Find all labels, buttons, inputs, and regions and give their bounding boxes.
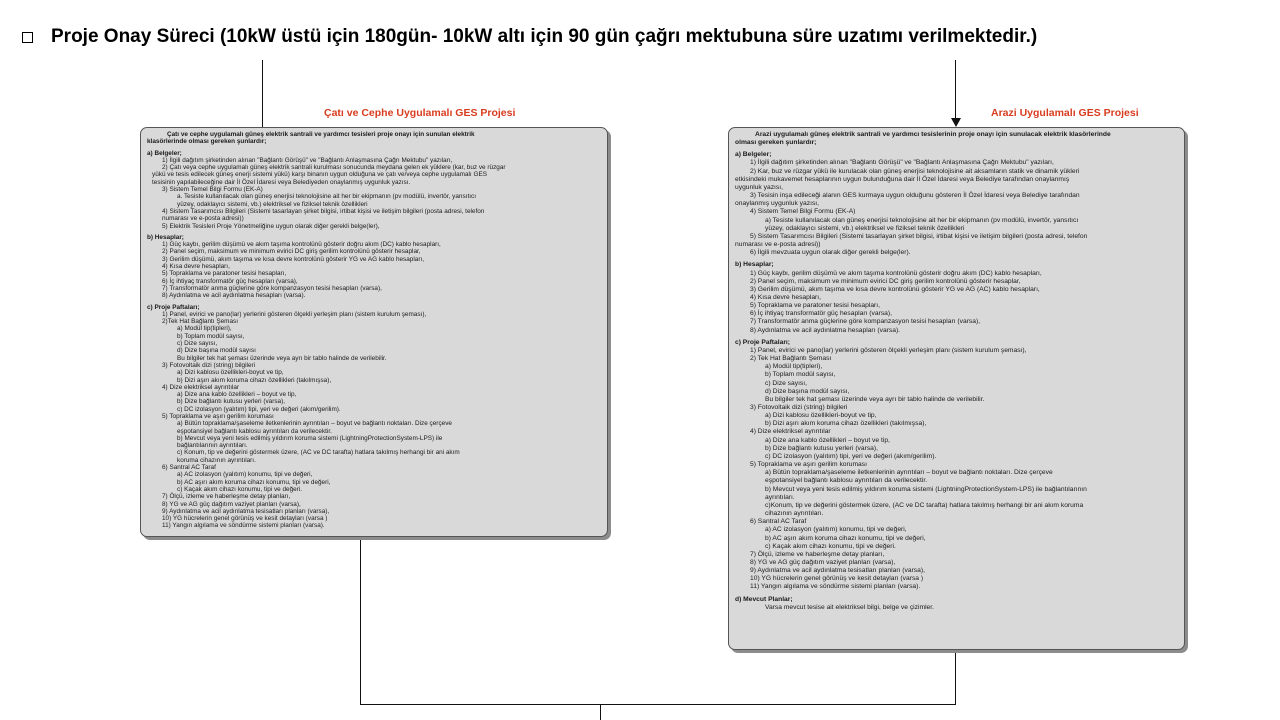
requirement-line: 10) YG hücrelerin genel görünüş ve kesit detayları (varsa ) xyxy=(162,515,328,523)
requirement-line: a. Tesiste kullanılacak olan güneş enerjisi teknolojisine ait her bir ekipmanın (pv modülü, invertör, yansıtıcı xyxy=(177,193,476,201)
requirement-line: 3) Tesisin inşa edileceği alanın GES kurmaya uygun olduğunu gösteren İl Özel İdaresi veya Belediye tarafından xyxy=(750,192,1080,200)
requirement-line: 1) İlgili dağıtım şirketinden alınan "Bağlantı Görüşü" ve "Bağlantı Anlaşmasına Çağrı Mektubu" yazıları, xyxy=(162,156,453,164)
requirement-line: eşpotansiyel bağlantı kablosu ayrıntıları da verilecektir. xyxy=(177,427,332,435)
requirement-line: eşpotansiyel bağlantı kablosu ayrıntıları da verilecektir. xyxy=(765,477,928,485)
requirement-line: 8) Aydınlatma ve acil aydınlatma hesapları (varsa). xyxy=(750,326,901,334)
requirement-line: ayrıntıları. xyxy=(765,493,795,501)
requirement-line: b) Mevcut veya yeni tesis edilmiş yıldırım koruma sistemi (LightningProtectionSystem-LPS) ile xyxy=(177,434,443,442)
requirement-line: a) Modül tip(tipleri), xyxy=(177,325,232,333)
requirement-line: b) Mevcut veya yeni tesis edilmiş yıldırım koruma sistemi (LightningProtectionSystem-LPS) ile bağlantılarının xyxy=(765,485,1087,493)
requirement-line: Bu bilgiler tek hat şeması üzerinde veya ayrı bir tablo halinde de verilebilir. xyxy=(765,395,985,403)
requirement-line: 4) Sistem Tasarımcısı Bilgileri (Sistemi tasarlayan şirket bilgisi, irtibat kişisi ve iletişim bilgileri (posta adresi, telefon xyxy=(162,207,485,215)
requirement-line: yükü ve tesis edilecek güneş enerji sistemi yükü) karşı binanın uygun olduğuna ve çatı ve/veya cephe uygulamalı GES xyxy=(152,171,487,179)
requirement-line: b) AC aşırı akım koruma cihazı konumu, tipi ve değeri, xyxy=(177,478,331,486)
requirement-line: 6) İç ihtiyaç transformatör güç hesapları (varsa), xyxy=(162,277,298,285)
requirement-line: 6) İlgili mevzuata uygun olarak diğer gerekli belge(ler). xyxy=(750,249,911,257)
requirement-line: 6) İç ihtiyaç transformatör güç hesapları (varsa), xyxy=(750,310,892,318)
requirement-line: 5) Topraklama ve paratoner tesisi hesapları, xyxy=(750,302,880,310)
right-panel-title: Arazi Uygulamalı GES Projesi xyxy=(991,107,1139,119)
section-heading: c) Proje Paftaları; xyxy=(735,338,791,346)
requirement-line: a) Modül tip(tipleri), xyxy=(765,363,823,371)
requirement-line: d) Dize başına modül sayısı xyxy=(177,347,256,355)
requirement-line: 1) İlgili dağıtım şirketinden alınan "Bağlantı Görüşü" ve "Bağlantı Anlaşmasına Çağrı Mektubu" yazıları, xyxy=(750,159,1054,167)
requirement-line: Varsa mevcut tesise ait elektriksel bilgi, belge ve çizimler. xyxy=(765,603,934,611)
requirement-line: 9) Aydınlatma ve acil aydınlatma tesisatları planları (varsa), xyxy=(750,567,925,575)
section-heading: a) Belgeler; xyxy=(147,149,182,157)
requirement-line: 8) YG ve AG güç dağıtım vaziyet planları (varsa), xyxy=(162,500,301,508)
requirement-line: 3) Sistem Temel Bilgi Formu (EK-A) xyxy=(162,186,263,194)
requirement-line: 3) Fotovoltaik dizi (string) bilgileri xyxy=(162,361,256,369)
requirement-line: cihazının ayrıntıları. xyxy=(765,510,824,518)
section-heading: d) Mevcut Planlar; xyxy=(735,595,793,603)
requirement-line: 1) Güç kaybı, gerilim düşümü ve akım taşıma kontrolünü gösterir doğru akım (DC) kablo hesapları, xyxy=(162,241,441,249)
requirement-line: uygunluk yazısı, xyxy=(735,183,783,191)
requirement-line: 7) Transformatör anma güçlerine göre kompanzasyon tesisi hesapları (varsa), xyxy=(750,318,981,326)
requirement-line: c) Kaçak akım cihazı konumu, tipi ve değeri. xyxy=(765,542,896,550)
requirement-line: 3) Gerilim düşümü, akım taşıma ve kısa devre kontrolünü gösterir YG ve AG kablo hesapları, xyxy=(162,255,425,263)
requirement-line: koruma cihazının ayrıntıları. xyxy=(177,456,256,464)
bottom-join-line xyxy=(360,704,956,705)
requirement-line: 11) Yangın algılama ve söndürme sistemi planları (varsa). xyxy=(162,522,325,530)
intro-text: Çatı ve cephe uygulamalı güneş elektrik santrali ve yardımcı tesisleri proje onayı için sunulan elektrik xyxy=(167,131,475,138)
requirement-line: 7) Ölçü, izleme ve haberleşme detay planları, xyxy=(750,550,885,558)
requirement-line: 5) Topraklama ve aşırı gerilim koruması xyxy=(162,412,274,420)
requirement-line: 6) Santral AC Taraf xyxy=(750,518,807,526)
left-outgoing-line xyxy=(360,536,361,704)
requirement-line: c) Kaçak akım cihazı konumu, tipi ve değeri. xyxy=(177,485,303,493)
requirement-line: 5) Sistem Tasarımcısı Bilgileri (Sistemi tasarlayan şirket bilgisi, irtibat kişisi ve iletişim bilgileri (posta adresi, telefon xyxy=(750,232,1088,240)
requirement-line: 2)Tek Hat Bağlantı Şeması xyxy=(162,318,239,326)
requirement-line: c) Dize sayısı, xyxy=(177,340,218,348)
intro-text: Arazi uygulamalı güneş elektrik santrali ve yardımcı tesislerinin proje onayı için sunulacak elektrik klasörlerinde xyxy=(755,131,1111,138)
requirement-line: 3) Gerilim düşümü, akım taşıma ve kısa devre kontrolünü gösterir YG ve AG (AC) kablo hesapları, xyxy=(750,285,1040,293)
requirement-line: b) Dizi aşırı akım koruma cihazı özellikleri (takılmışsa), xyxy=(177,376,332,384)
requirement-line: 4) Kısa devre hesapları, xyxy=(162,263,230,271)
requirement-line: 2) Çatı veya cephe uygulamalı güneş elektrik santrali kurulması sonucunda meydana gelen ek yüklere (kar, buz ve rüzgar xyxy=(162,164,506,172)
bottom-output-line xyxy=(600,704,601,720)
right-panel-requirements-box xyxy=(728,127,1185,650)
requirement-line: 2) Panel seçim, maksimum ve minimum evirici DC giriş gerilim kontrolünü gösterir hesaplar, xyxy=(750,277,1021,285)
requirement-line: 11) Yangın algılama ve söndürme sistemi planları (varsa). xyxy=(750,583,921,591)
requirement-line: etkisindeki mukavemet hesaplarının uygun bulunduğuna dair İl Özel İdaresi veya Belediye tarafından onaylanmış xyxy=(735,175,1070,183)
requirement-line: 6) Santral AC Taraf xyxy=(162,464,216,472)
slide-title: Proje Onay Süreci (10kW üstü için 180gün- 10kW altı için 90 gün çağrı mektubuna süre uzatımı verilmektedir.) xyxy=(51,26,1038,47)
requirement-line: 10) YG hücrelerin genel görünüş ve kesit detayları (varsa ) xyxy=(750,575,924,583)
requirement-line: 4) Dize elektriksel ayrıntılar xyxy=(750,428,831,436)
requirement-line: 5) Topraklama ve aşırı gerilim koruması xyxy=(750,461,867,469)
requirement-line: c) Dize sayısı, xyxy=(765,379,807,387)
requirement-line: 2) Tek Hat Bağlantı Şeması xyxy=(750,355,832,363)
requirement-line: d) Dize başına modül sayısı, xyxy=(765,387,850,395)
requirement-line: 1) Güç kaybı, gerilim düşümü ve akım taşıma kontrolünü gösterir doğru akım (DC) kablo hesapları, xyxy=(750,269,1042,277)
intro-text: klasörlerinde olması gereken şunlardır; xyxy=(147,138,267,146)
requirement-line: b) AC aşırı akım koruma cihazı konumu, tipi ve değeri, xyxy=(765,534,926,542)
requirement-line: 2) Panel seçim, maksimum ve minimum evirici DC giriş gerilim kontrolünü gösterir hesaplar, xyxy=(162,248,421,256)
requirement-line: 7) Transformatör anma güçlerine göre kompanzasyon tesisi hesapları (varsa), xyxy=(162,284,382,292)
requirement-line: b) Toplam modül sayısı, xyxy=(765,371,836,379)
requirement-line: 4) Kısa devre hesapları, xyxy=(750,293,821,301)
requirement-line: a) Dizi kablosu özellikleri-boyut ve tip, xyxy=(765,412,877,420)
requirement-line: 2) Kar, buz ve rüzgar yükü ile kurulacak olan güneş enerjisi teknolojisine ait aksamların statik ve dinamik yükleri xyxy=(750,167,1080,175)
requirement-line: 1) Panel, evirici ve pano(lar) yerlerini gösteren ölçekli yerleşim planı (sistem kurulum şeması), xyxy=(162,310,427,318)
requirement-line: 8) Aydınlatma ve acil aydınlatma hesapları (varsa). xyxy=(162,292,306,300)
requirement-line: 4) Sistem Temel Bilgi Formu (EK-A) xyxy=(750,208,856,216)
requirement-line: a) Dize ana kablo özellikleri – boyut ve tip, xyxy=(765,436,890,444)
requirement-line: yüzey, odaklayıcı sistemi, vb.) elektriksel ve fiziksel teknik özellikleri xyxy=(765,224,965,232)
requirement-line: tesisinin yapılabileceğine dair İl Özel İdaresi veya Belediyeden onaylanmış uygunluk yazısı. xyxy=(152,178,411,186)
requirement-line: 9) Aydınlatma ve acil aydınlatma tesisatları planları (varsa), xyxy=(162,507,330,515)
process-figure xyxy=(92,60,1206,720)
section-heading: b) Hesaplar; xyxy=(147,233,184,241)
requirement-line: b) Dize bağlantı kutusu yerleri (varsa), xyxy=(765,444,878,452)
left-panel-requirements-box xyxy=(140,127,608,537)
requirement-line: 3) Fotovoltaik dizi (string) bilgileri xyxy=(750,404,848,411)
requirement-line: onaylanmış uygunluk yazısı, xyxy=(735,200,820,208)
requirement-line: c) DC izolasyon (yalıtım) tipi, yeri ve değeri (akım/gerilim). xyxy=(177,405,341,413)
right-outgoing-line xyxy=(955,650,956,704)
requirement-line: 5) Topraklama ve paratoner tesisi hesapları, xyxy=(162,270,287,278)
requirement-line: 4) Dize elektriksel ayrıntılar xyxy=(162,383,240,391)
requirement-line: a) AC izolasyon (yalıtım) konumu, tipi ve değeri, xyxy=(765,526,907,534)
requirement-line: bağlantılarının ayrıntıları. xyxy=(177,442,248,450)
requirement-line: numarası ve e-posta adresi)) xyxy=(735,241,821,249)
requirement-line: b) Dize bağlantı kutusu yerleri (varsa), xyxy=(177,398,285,406)
requirement-line: b) Dizi aşırı akım koruma cihazı özellikleri (takılmışsa), xyxy=(765,420,927,428)
requirement-line: 5) Elektrik Tesisleri Proje Yönetmeliğine uygun olarak diğer gerekli belge(ler), xyxy=(162,222,380,230)
requirement-line: a) AC izolasyon (yalıtım) konumu, tipi ve değeri, xyxy=(177,471,313,479)
right-incoming-line xyxy=(955,60,956,118)
requirement-line: 1) Panel, evirici ve pano(lar) yerlerini gösteren ölçekli yerleşim planı (sistem kurulum şeması), xyxy=(750,346,1027,354)
requirement-line: 8) YG ve AG güç dağıtım vaziyet planları (varsa), xyxy=(750,558,896,566)
section-heading: c) Proje Paftaları; xyxy=(147,303,200,311)
left-panel-title: Çatı ve Cephe Uygulamalı GES Projesi xyxy=(324,107,516,119)
requirement-line: numarası ve e-posta adresi)) xyxy=(162,215,244,223)
requirement-line: a) Tesiste kullanılacak olan güneş enerjisi teknolojisine ait her bir ekipmanın (pv modülü, invertör, yansıtıcı xyxy=(765,216,1079,224)
requirement-line: a) Bütün topraklama/şaseleme iletkenlerinin ayrıntıları – boyut ve bağlantı noktaları. Dize çerçeve xyxy=(177,420,452,428)
requirement-line: a) Dizi kablosu özellikleri-boyut ve tip, xyxy=(177,369,284,377)
section-heading: b) Hesaplar; xyxy=(735,261,774,269)
intro-text: olması gereken şunlardır; xyxy=(735,139,817,147)
checkbox-bullet-icon xyxy=(22,32,33,43)
requirement-line: Bu bilgiler tek hat şeması üzerinde veya ayrı bir tablo halinde de verilebilir. xyxy=(177,354,387,362)
requirement-line: a) Bütün topraklama/şaseleme iletkenlerinin ayrıntıları – boyut ve bağlantı noktaları. Dize çerçeve xyxy=(765,469,1053,477)
requirement-line: c) Konum, tip ve değerini göstermek üzere, (AC ve DC tarafta) hatlara takılmış herhangi bir ani akım xyxy=(177,449,460,457)
right-arrowhead-icon xyxy=(951,118,961,127)
section-heading: a) Belgeler; xyxy=(735,151,772,159)
requirement-line: 7) Ölçü, izleme ve haberleşme detay planları, xyxy=(162,493,291,501)
requirement-line: yüzey, odaklayıcı sistemi, vb.) elektriksel ve fiziksel teknik özellikleri xyxy=(177,200,368,208)
requirement-line: c)Konum, tip ve değerini göstermek üzere, (AC ve DC tarafta) hatlara takılmış herhangi bir ani akım koruma xyxy=(765,501,1084,509)
requirement-line: a) Dize ana kablo özellikleri – boyut ve tip, xyxy=(177,391,297,399)
slide-title-row xyxy=(22,24,1037,50)
requirement-line: b) Toplam modül sayısı, xyxy=(177,332,245,340)
requirement-line: c) DC izolasyon (yalıtım) tipi, yeri ve değeri (akım/gerilim). xyxy=(765,452,937,460)
